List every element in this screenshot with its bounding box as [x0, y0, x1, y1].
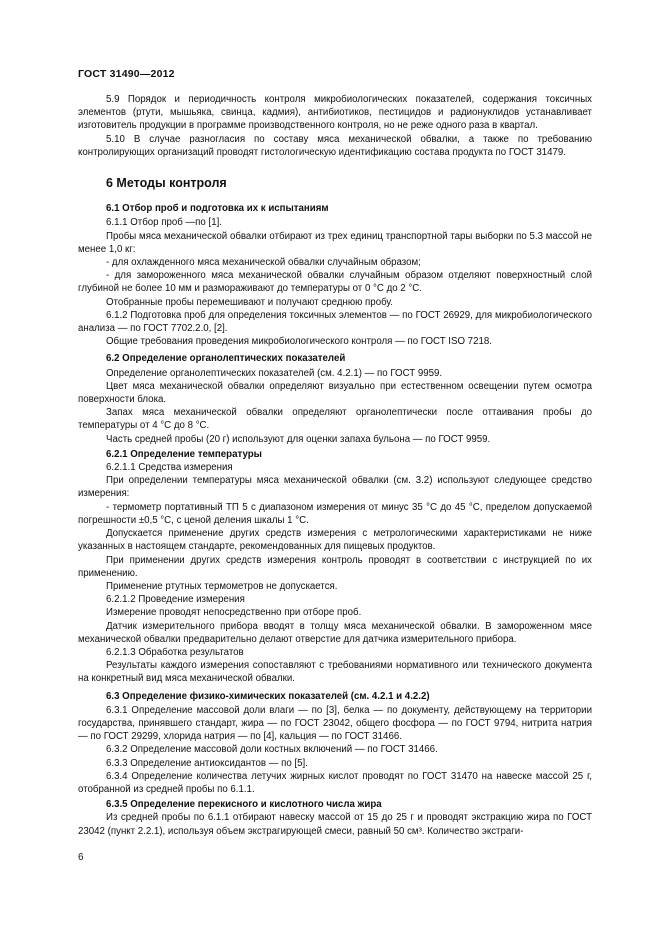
paragraph: 6.1.2 Подготовка проб для определения токсичных элементов — по ГОСТ 26929, для микробиологического анализа — по ГОСТ 7702.2.0, [2]. — [78, 309, 592, 335]
paragraph: Результаты каждого измерения сопоставляют с требованиями нормативного или технического документа на конкретный вид мяса механической обвалки. — [78, 660, 592, 685]
paragraph: - термометр портативный ТП 5 с диапазоном измерения от минус 35 °С до 45 °С, пределом допускаемой погрешности ±0,5 °С, с ценой деления шкалы 1 °С. — [78, 501, 592, 526]
paragraph: 6.2.1.1 Средства измерения — [106, 462, 233, 474]
section-heading: 6.3.5 Определение перекисного и кислотного числа жира — [106, 799, 382, 811]
paragraph: 5.9 Порядок и периодичность контроля микробиологических показателей, содержания токсичных элементов (ртути, мышьяка, свинца, кадмия), антибиотиков, пестицидов и радионуклидов устанавливает изготовитель продукции в программе производственного контроля, но не реже одного раза в квартал. — [78, 94, 592, 132]
paragraph: Часть средней пробы (20 г) используют для оценки запаха бульона — по ГОСТ 9959. — [106, 433, 491, 445]
paragraph: 6.3.1 Определение массовой доли влаги — по [3], белка — по документу, действующему на территории государства, принявшего стандарт, жира — по ГОСТ 23042, общего фосфора — по ГОСТ 9794, нитрита натрия — по ГОСТ 29299, хлорида натрия — по [4], кальция — по ГОСТ 31466. — [78, 704, 592, 743]
paragraph: При применении других средств измерения контроль проводят в соответствии с инструкцией по их применению. — [78, 554, 592, 579]
section-heading: 6 Методы контроля — [106, 176, 227, 191]
paragraph: - для замороженного мяса механической обвалки случайным образом отделяют поверхностный слой глубиной не более 10 мм и размораживают до температуры от 0 °С до 2 °С. — [78, 270, 592, 295]
paragraph: 6.3.4 Определение количества летучих жирных кислот проводят по ГОСТ 31470 на навеске массой 25 г, отобранной из средней пробы по 6.1.1. — [78, 770, 592, 795]
paragraph: Общие требования проведения микробиологического контроля — по ГОСТ ISO 7218. — [106, 336, 492, 348]
section-heading: 6.1 Отбор проб и подготовка их к испытаниям — [106, 203, 329, 215]
paragraph: Цвет мяса механической обвалки определяют визуально при естественном освещении путем осмотра поверхности блока. — [78, 380, 592, 406]
paragraph: - для охлажденного мяса механической обвалки случайным образом; — [106, 257, 421, 269]
paragraph: Определение органолептических показателей (см. 4.2.1) — по ГОСТ 9959. — [106, 367, 443, 379]
paragraph: Допускается применение других средств измерения с метрологическими характеристиками не ниже указанных в настоящем стандарте, рекомендованных для пищевых продуктов. — [78, 528, 592, 553]
section-heading: 6.2.1 Определение температуры — [106, 448, 262, 460]
paragraph: Из средней пробы по 6.1.1 отбирают навеску массой от 15 до 25 г и проводят экстракцию жира по ГОСТ 23042 (пункт 2.2.1), используя объем экстрагирующей смеси, равный 50 см³. Количество экстраги- — [78, 812, 592, 837]
section-heading: 6.2 Определение органолептических показателей — [106, 353, 346, 365]
paragraph: При определении температуры мяса механической обвалки (см. 3.2) используют следующее средство измерения: — [78, 475, 592, 500]
paragraph: Отобранные пробы перемешивают и получают среднюю пробу. — [106, 296, 393, 308]
paragraph: Применение ртутных термометров не допускается. — [106, 580, 338, 592]
paragraph: 6.3.2 Определение массовой доли костных включений — по ГОСТ 31466. — [106, 744, 438, 756]
paragraph: 6.3.3 Определение антиоксидантов — по [5]. — [106, 757, 308, 769]
page-number: 6 — [78, 852, 84, 863]
paragraph: Измерение проводят непосредственно при отборе проб. — [106, 607, 362, 619]
paragraph: Запах мяса механической обвалки определяют органолептически после оттаивания пробы до температуры от 4 °С до 8 °С. — [78, 407, 592, 432]
paragraph: Датчик измерительного прибора вводят в толщу мяса механической обвалки. В замороженном мясе механической обвалки предварительно делают отверстие для датчика измерительного прибора. — [78, 620, 592, 645]
document-body — [78, 93, 592, 838]
paragraph: 6.2.1.2 Проведение измерения — [106, 594, 245, 606]
paragraph: 6.2.1.3 Обработка результатов — [106, 646, 244, 658]
section-heading: 6.3 Определение физико-химических показателей (см. 4.2.1 и 4.2.2) — [106, 690, 430, 702]
paragraph: 6.1.1 Отбор проб —по [1]. — [106, 217, 222, 229]
paragraph: Пробы мяса механической обвалки отбирают из трех единиц транспортной тары выборки по 5.3 массой не менее 1,0 кг: — [78, 230, 592, 255]
paragraph: 5.10 В случае разногласия по составу мяса механической обвалки, а также по требованию контролирующих организаций проводят гистологическую идентификацию состава продукта по ГОСТ 31479. — [78, 133, 592, 158]
page-header: ГОСТ 31490—2012 — [78, 68, 175, 80]
